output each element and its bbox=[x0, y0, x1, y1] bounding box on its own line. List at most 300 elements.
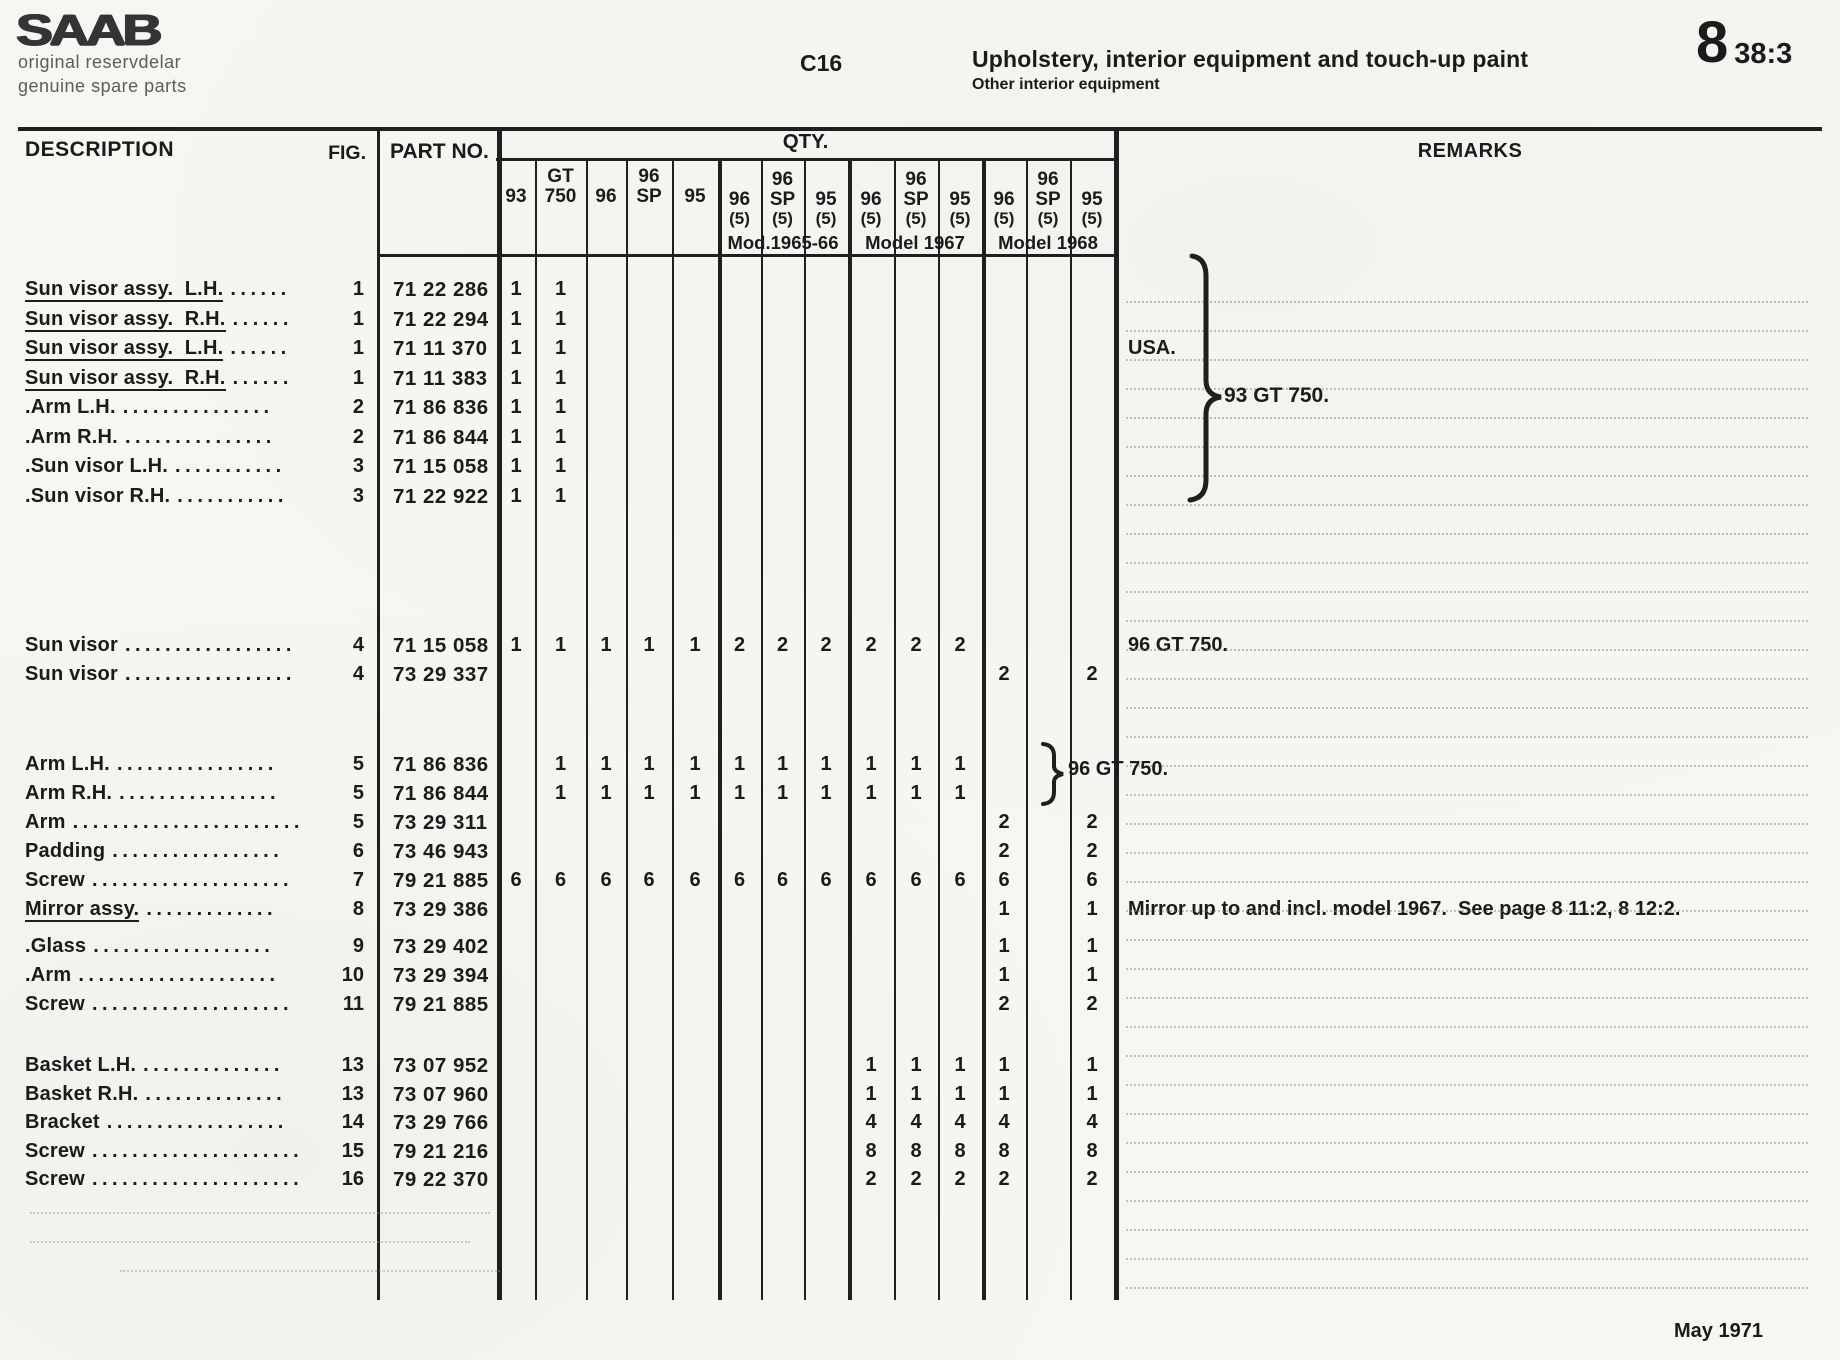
qty-column-header-line: (5) bbox=[949, 209, 971, 229]
dotted-guide-line bbox=[1126, 1258, 1808, 1260]
qty-cell: 6 bbox=[865, 869, 877, 891]
description-cell bbox=[25, 423, 315, 452]
qty-cell: 6 bbox=[643, 869, 655, 891]
part-no-cell: 71 15 058 bbox=[393, 634, 489, 657]
dot-leader: ............... bbox=[122, 396, 274, 418]
table-row bbox=[0, 482, 1840, 511]
dotted-guide-line bbox=[1126, 620, 1808, 622]
dot-leader: ...... bbox=[232, 366, 293, 389]
description-text: .Arm L.H. bbox=[25, 396, 116, 418]
qty-column-header-line: (5) bbox=[993, 209, 1015, 229]
dot-leader: .............. bbox=[143, 1054, 284, 1076]
page-number-major: 8 bbox=[1696, 10, 1729, 75]
publication-date: May 1971 bbox=[1674, 1320, 1763, 1342]
qty-cell: 2 bbox=[954, 634, 966, 656]
description-text: Screw bbox=[25, 1139, 85, 1162]
description-cell bbox=[25, 275, 315, 304]
description-cell bbox=[25, 866, 315, 895]
qty-cell: 4 bbox=[910, 1111, 922, 1133]
qty-cell: 1 bbox=[1086, 935, 1098, 957]
description-cell bbox=[25, 1108, 315, 1137]
qty-cell: 2 bbox=[1086, 840, 1098, 862]
qty-column-header-line: (5) bbox=[772, 209, 793, 229]
model-group-label: Mod.1965-66 bbox=[727, 232, 839, 253]
column-header-description: DESCRIPTION bbox=[25, 138, 175, 161]
fig-cell: 6 bbox=[352, 840, 364, 862]
qty-cell: 1 bbox=[554, 396, 567, 418]
qty-cell: 2 bbox=[998, 663, 1010, 685]
part-no-cell: 71 11 383 bbox=[393, 366, 488, 390]
qty-column-header-line: 96 bbox=[771, 169, 794, 191]
dotted-guide-line bbox=[1126, 1200, 1808, 1202]
fig-cell: 3 bbox=[352, 484, 364, 507]
fig-cell: 9 bbox=[352, 935, 364, 957]
qty-cell: 8 bbox=[1086, 1139, 1098, 1162]
dotted-guide-line bbox=[120, 1270, 500, 1272]
qty-cell: 8 bbox=[910, 1139, 922, 1162]
table-rule bbox=[18, 127, 1822, 131]
dot-leader: ............. bbox=[146, 898, 278, 920]
part-no-cell: 73 29 337 bbox=[393, 663, 489, 686]
qty-cell: 1 bbox=[954, 1054, 966, 1076]
qty-cell: 1 bbox=[643, 753, 655, 775]
table-row bbox=[0, 990, 1840, 1019]
table-row bbox=[0, 1165, 1840, 1194]
qty-cell: 1 bbox=[865, 1082, 877, 1105]
qty-cell: 4 bbox=[954, 1111, 966, 1133]
qty-cell: 6 bbox=[733, 869, 746, 891]
dot-leader: .................... bbox=[78, 964, 280, 986]
dotted-guide-line bbox=[1126, 1055, 1808, 1057]
qty-cell: 8 bbox=[865, 1139, 877, 1162]
qty-cell: 1 bbox=[554, 782, 567, 804]
table-row bbox=[0, 961, 1840, 990]
description-cell bbox=[25, 305, 315, 334]
qty-cell: 1 bbox=[510, 425, 522, 448]
brace-96-gt-750 bbox=[1038, 740, 1068, 813]
qty-column-header-line: GT bbox=[547, 166, 574, 188]
description-cell bbox=[25, 808, 315, 837]
dot-leader: ................. bbox=[124, 634, 296, 656]
qty-column-header-line: 93 bbox=[505, 186, 527, 208]
qty-cell: 2 bbox=[998, 811, 1010, 833]
dotted-guide-line bbox=[1126, 1113, 1808, 1115]
qty-cell: 6 bbox=[1086, 869, 1098, 891]
part-no-cell: 73 29 386 bbox=[393, 898, 489, 921]
qty-column-header-line: SP bbox=[769, 189, 796, 211]
qty-cell: 1 bbox=[600, 782, 612, 804]
qty-column-header-line: SP bbox=[1035, 189, 1061, 211]
dotted-guide-line bbox=[1126, 1084, 1808, 1086]
fig-cell: 13 bbox=[341, 1082, 364, 1105]
dotted-guide-line bbox=[1126, 794, 1808, 796]
dotted-guide-line bbox=[1126, 881, 1808, 883]
fig-cell: 1 bbox=[352, 307, 364, 330]
qty-cell: 1 bbox=[954, 753, 966, 775]
brace-label-93-gt-750: 93 GT 750. bbox=[1224, 384, 1330, 407]
qty-column-header-line: (5) bbox=[729, 209, 750, 229]
brace-label-96-gt-750: 96 GT 750. bbox=[1068, 758, 1169, 780]
qty-cell: 1 bbox=[733, 782, 746, 804]
dotted-guide-line bbox=[1126, 1229, 1808, 1231]
fig-cell: 5 bbox=[352, 753, 364, 775]
column-header-part-no: PART NO. bbox=[390, 140, 489, 163]
qty-cell: 2 bbox=[1086, 663, 1098, 685]
dotted-guide-line bbox=[1126, 910, 1808, 912]
part-no-cell: 71 86 844 bbox=[393, 425, 489, 449]
qty-cell: 1 bbox=[998, 964, 1010, 986]
part-no-cell: 73 29 394 bbox=[393, 964, 489, 987]
qty-cell: 2 bbox=[910, 634, 922, 656]
qty-cell: 1 bbox=[865, 782, 877, 804]
fig-cell: 2 bbox=[352, 425, 364, 448]
part-no-cell: 79 22 370 bbox=[393, 1168, 489, 1191]
qty-cell: 4 bbox=[865, 1111, 877, 1133]
column-header-remarks: REMARKS bbox=[1417, 140, 1523, 162]
qty-column-header-line: 96 bbox=[905, 169, 927, 191]
description-cell bbox=[25, 837, 315, 866]
description-cell bbox=[25, 779, 315, 808]
qty-column-header-line: (5) bbox=[815, 209, 837, 229]
qty-cell: 1 bbox=[510, 455, 522, 477]
description-text: .Sun visor R.H. bbox=[25, 484, 171, 507]
fig-cell: 4 bbox=[352, 663, 364, 685]
qty-column-header bbox=[627, 158, 671, 254]
qty-cell: 1 bbox=[510, 278, 522, 300]
dotted-guide-line bbox=[1126, 765, 1808, 767]
qty-cell: 1 bbox=[1086, 1082, 1098, 1105]
part-no-cell: 79 21 885 bbox=[393, 993, 489, 1016]
fig-cell: 1 bbox=[352, 366, 364, 389]
dotted-guide-line bbox=[1126, 1142, 1808, 1144]
qty-cell: 2 bbox=[954, 1168, 966, 1190]
qty-cell: 2 bbox=[1086, 811, 1098, 833]
qty-cell: 1 bbox=[510, 634, 522, 656]
qty-cell: 1 bbox=[510, 366, 522, 389]
qty-cell: 1 bbox=[554, 634, 567, 656]
description-cell bbox=[25, 393, 315, 422]
qty-cell: 6 bbox=[689, 869, 701, 891]
description-cell bbox=[25, 1080, 315, 1109]
dotted-guide-line bbox=[1126, 939, 1808, 941]
fig-cell: 5 bbox=[352, 782, 364, 804]
fig-cell: 10 bbox=[341, 964, 364, 986]
part-no-cell: 79 21 885 bbox=[393, 869, 489, 892]
dot-leader: .................. bbox=[106, 1111, 288, 1133]
dotted-guide-line bbox=[1126, 997, 1808, 999]
qty-cell: 4 bbox=[1086, 1111, 1098, 1133]
qty-cell: 1 bbox=[1086, 964, 1098, 986]
dotted-guide-line bbox=[1126, 1171, 1808, 1173]
description-text: Screw bbox=[25, 993, 85, 1015]
qty-cell: 6 bbox=[554, 869, 567, 891]
column-header-fig: FIG. bbox=[328, 142, 366, 164]
dot-leader: .................. bbox=[93, 935, 275, 957]
description-cell bbox=[25, 1137, 315, 1166]
qty-cell: 1 bbox=[998, 1054, 1010, 1076]
qty-cell: 1 bbox=[643, 782, 655, 804]
description-text: Sun visor assy. L.H. bbox=[25, 278, 224, 300]
qty-column-header-line: 96 bbox=[993, 189, 1015, 211]
qty-cell: 1 bbox=[1086, 1054, 1098, 1076]
qty-cell: 1 bbox=[910, 782, 922, 804]
dot-leader: ....................... bbox=[72, 811, 304, 833]
model-group-label: Model 1967 bbox=[865, 232, 965, 253]
dotted-guide-line bbox=[1126, 649, 1808, 651]
part-no-cell: 71 22 286 bbox=[393, 278, 489, 301]
description-text: Arm bbox=[25, 811, 66, 833]
fig-cell: 1 bbox=[352, 278, 364, 300]
dotted-guide-line bbox=[1126, 1026, 1808, 1028]
section-code: C16 bbox=[800, 50, 843, 76]
qty-cell: 6 bbox=[998, 869, 1010, 891]
qty-cell: 2 bbox=[998, 840, 1010, 862]
description-text: .Arm bbox=[25, 964, 72, 986]
qty-cell: 1 bbox=[554, 337, 567, 359]
fig-cell: 4 bbox=[352, 634, 364, 656]
description-text: Arm R.H. bbox=[25, 782, 113, 804]
description-cell bbox=[25, 750, 315, 779]
part-no-cell: 71 86 836 bbox=[393, 396, 489, 419]
description-cell bbox=[25, 1165, 315, 1194]
table-row bbox=[0, 631, 1840, 660]
fig-cell: 1 bbox=[352, 337, 364, 359]
part-no-cell: 71 11 370 bbox=[393, 337, 488, 360]
qty-column-header-line: 95 bbox=[1081, 189, 1103, 211]
qty-cell: 1 bbox=[820, 782, 832, 804]
qty-column-header-line: 95 bbox=[949, 189, 971, 211]
qty-cell: 6 bbox=[776, 869, 789, 891]
dot-leader: .............. bbox=[145, 1082, 287, 1105]
description-text: Sun visor bbox=[25, 663, 118, 685]
dot-leader: ................. bbox=[124, 663, 296, 685]
fig-cell: 3 bbox=[352, 455, 364, 477]
qty-cell: 1 bbox=[554, 455, 567, 477]
qty-cell: 1 bbox=[689, 782, 701, 804]
qty-cell: 4 bbox=[998, 1111, 1010, 1133]
dot-leader: ...... bbox=[232, 307, 293, 330]
page-number-minor: 38:3 bbox=[1734, 37, 1793, 70]
qty-cell: 1 bbox=[554, 307, 567, 330]
description-text: Sun visor assy. R.H. bbox=[25, 366, 226, 389]
dotted-guide-line bbox=[1126, 591, 1808, 593]
table-row bbox=[0, 275, 1840, 304]
dotted-guide-line bbox=[1126, 823, 1808, 825]
qty-column-header bbox=[536, 158, 585, 254]
table-row bbox=[0, 660, 1840, 689]
part-no-cell: 73 46 943 bbox=[393, 840, 489, 863]
table-row bbox=[0, 1137, 1840, 1166]
qty-column-header-line: 96 bbox=[595, 186, 617, 208]
qty-cell: 8 bbox=[998, 1139, 1010, 1162]
qty-column-header-line: 750 bbox=[544, 186, 577, 208]
part-no-cell: 73 29 766 bbox=[393, 1111, 489, 1134]
part-no-cell: 71 86 836 bbox=[393, 753, 489, 776]
qty-cell: 1 bbox=[510, 396, 522, 418]
dotted-guide-line bbox=[30, 1212, 490, 1214]
qty-cell: 2 bbox=[865, 1168, 877, 1190]
qty-cell: 6 bbox=[510, 869, 522, 891]
model-group-label: Model 1968 bbox=[998, 232, 1098, 253]
description-text: Padding bbox=[25, 840, 106, 862]
description-cell bbox=[25, 660, 315, 689]
description-cell bbox=[25, 1051, 315, 1080]
dot-leader: ...... bbox=[230, 278, 291, 300]
qty-column-header-line: 96 bbox=[638, 166, 660, 188]
part-no-cell: 71 86 844 bbox=[393, 782, 489, 805]
dotted-guide-line bbox=[1126, 1287, 1808, 1289]
description-text: Basket R.H. bbox=[25, 1082, 139, 1105]
column-header-qty: QTY. bbox=[782, 130, 829, 153]
qty-cell: 1 bbox=[689, 753, 701, 775]
description-text: Sun visor bbox=[25, 634, 118, 656]
qty-cell: 1 bbox=[776, 753, 789, 775]
dotted-guide-line bbox=[1126, 678, 1808, 680]
qty-cell: 1 bbox=[820, 753, 832, 775]
dot-leader: ................ bbox=[116, 753, 278, 775]
description-text: .Glass bbox=[25, 935, 87, 957]
qty-column-header-line: 95 bbox=[815, 189, 837, 211]
dotted-guide-line bbox=[30, 1241, 470, 1243]
description-text: Sun visor assy. L.H. bbox=[25, 337, 224, 359]
part-no-cell: 71 22 294 bbox=[393, 307, 489, 331]
page-title: Upholstery, interior equipment and touch-up paint bbox=[972, 46, 1529, 72]
qty-cell: 1 bbox=[776, 782, 789, 804]
remark-text: USA. bbox=[1128, 337, 1176, 359]
qty-column-header-line: 95 bbox=[684, 186, 706, 208]
qty-column-header bbox=[673, 158, 717, 254]
fig-cell: 15 bbox=[341, 1139, 364, 1162]
remark-text: 96 GT 750. bbox=[1128, 634, 1229, 656]
dot-leader: ..................... bbox=[91, 1168, 304, 1190]
qty-cell: 1 bbox=[865, 753, 877, 775]
qty-cell: 2 bbox=[733, 634, 746, 656]
qty-column-header-line: 96 bbox=[860, 189, 882, 211]
dot-leader: ............... bbox=[124, 425, 276, 448]
qty-cell: 2 bbox=[998, 1168, 1010, 1190]
qty-cell: 2 bbox=[1086, 993, 1098, 1015]
dotted-guide-line bbox=[1126, 968, 1808, 970]
qty-cell: 1 bbox=[510, 337, 522, 359]
dot-leader: .................... bbox=[91, 869, 294, 891]
qty-cell: 2 bbox=[820, 634, 832, 656]
part-no-cell: 73 29 311 bbox=[393, 811, 488, 834]
qty-cell: 1 bbox=[954, 1082, 966, 1105]
qty-cell: 1 bbox=[643, 634, 655, 656]
dotted-guide-line bbox=[1126, 736, 1808, 738]
qty-cell: 1 bbox=[554, 278, 567, 300]
dotted-guide-line bbox=[1126, 707, 1808, 709]
dotted-guide-line bbox=[1126, 533, 1808, 535]
qty-cell: 2 bbox=[1086, 1168, 1098, 1190]
qty-cell: 1 bbox=[554, 425, 567, 448]
dot-leader: ................ bbox=[119, 782, 281, 804]
description-cell bbox=[25, 364, 315, 393]
qty-cell: 1 bbox=[600, 753, 612, 775]
description-cell bbox=[25, 334, 315, 363]
qty-column-header-line: (5) bbox=[1037, 209, 1059, 229]
logo-subtitle-swedish: original reservdelar bbox=[18, 52, 182, 72]
table-row bbox=[0, 932, 1840, 961]
qty-column-header-line: SP bbox=[636, 186, 662, 208]
fig-cell: 16 bbox=[341, 1168, 364, 1190]
dot-leader: ........... bbox=[175, 455, 286, 477]
qty-column-header-line: 96 bbox=[728, 189, 751, 211]
page-subtitle: Other interior equipment bbox=[972, 76, 1160, 93]
qty-cell: 1 bbox=[689, 634, 701, 656]
qty-cell: 2 bbox=[998, 993, 1010, 1015]
fig-cell: 14 bbox=[341, 1111, 364, 1133]
qty-cell: 2 bbox=[910, 1168, 922, 1190]
qty-cell: 1 bbox=[510, 307, 522, 330]
qty-cell: 1 bbox=[998, 935, 1010, 957]
qty-column-header-line: (5) bbox=[905, 209, 927, 229]
qty-cell: 6 bbox=[910, 869, 922, 891]
description-cell bbox=[25, 482, 315, 511]
fig-cell: 2 bbox=[352, 396, 364, 418]
qty-cell: 6 bbox=[820, 869, 832, 891]
qty-cell: 1 bbox=[554, 753, 567, 775]
qty-cell: 8 bbox=[954, 1139, 966, 1162]
qty-cell: 1 bbox=[865, 1054, 877, 1076]
qty-column-header-line: (5) bbox=[860, 209, 882, 229]
description-cell bbox=[25, 631, 315, 660]
description-cell bbox=[25, 961, 315, 990]
qty-cell: 1 bbox=[733, 753, 746, 775]
page-number bbox=[1696, 10, 1793, 75]
qty-column-header-line: (5) bbox=[1081, 209, 1103, 229]
dotted-guide-line bbox=[1126, 852, 1808, 854]
fig-cell: 8 bbox=[352, 898, 364, 920]
logo-subtitle-english: genuine spare parts bbox=[18, 76, 187, 96]
qty-cell: 1 bbox=[910, 1054, 922, 1076]
qty-cell: 1 bbox=[910, 1082, 922, 1105]
saab-logo: SAAB bbox=[16, 4, 160, 54]
qty-column-header bbox=[587, 158, 625, 254]
description-text: Screw bbox=[25, 869, 85, 891]
description-cell bbox=[25, 895, 315, 924]
qty-cell: 1 bbox=[998, 898, 1010, 920]
description-text: Basket L.H. bbox=[25, 1054, 137, 1076]
qty-cell: 6 bbox=[600, 869, 612, 891]
qty-cell: 1 bbox=[954, 782, 966, 804]
fig-cell: 7 bbox=[352, 869, 364, 891]
part-no-cell: 73 29 402 bbox=[393, 935, 489, 958]
qty-cell: 1 bbox=[600, 634, 612, 656]
part-no-cell: 71 22 922 bbox=[393, 484, 489, 508]
remark-text: Mirror up to and incl. model 1967. See page 8 11:2, 8 12:2. bbox=[1128, 898, 1681, 920]
dot-leader: ..................... bbox=[91, 1139, 304, 1162]
qty-cell: 1 bbox=[998, 1082, 1010, 1105]
part-no-cell: 79 21 216 bbox=[393, 1139, 489, 1163]
description-text: Arm L.H. bbox=[25, 753, 110, 775]
dot-leader: ................. bbox=[112, 840, 284, 862]
brace-93-gt-750 bbox=[1185, 248, 1229, 513]
description-text: Sun visor assy. R.H. bbox=[25, 307, 226, 330]
qty-cell: 1 bbox=[1086, 898, 1098, 920]
dot-leader: .................... bbox=[91, 993, 294, 1015]
description-cell bbox=[25, 452, 315, 481]
dotted-guide-line bbox=[1126, 562, 1808, 564]
qty-cell: 1 bbox=[554, 484, 567, 507]
dot-leader: ........... bbox=[177, 484, 288, 507]
qty-cell: 1 bbox=[910, 753, 922, 775]
description-text: .Sun visor L.H. bbox=[25, 455, 169, 477]
description-text: Mirror assy. bbox=[25, 898, 140, 920]
part-no-cell: 71 15 058 bbox=[393, 455, 489, 478]
dot-leader: ...... bbox=[230, 337, 291, 359]
qty-cell: 1 bbox=[554, 366, 567, 389]
